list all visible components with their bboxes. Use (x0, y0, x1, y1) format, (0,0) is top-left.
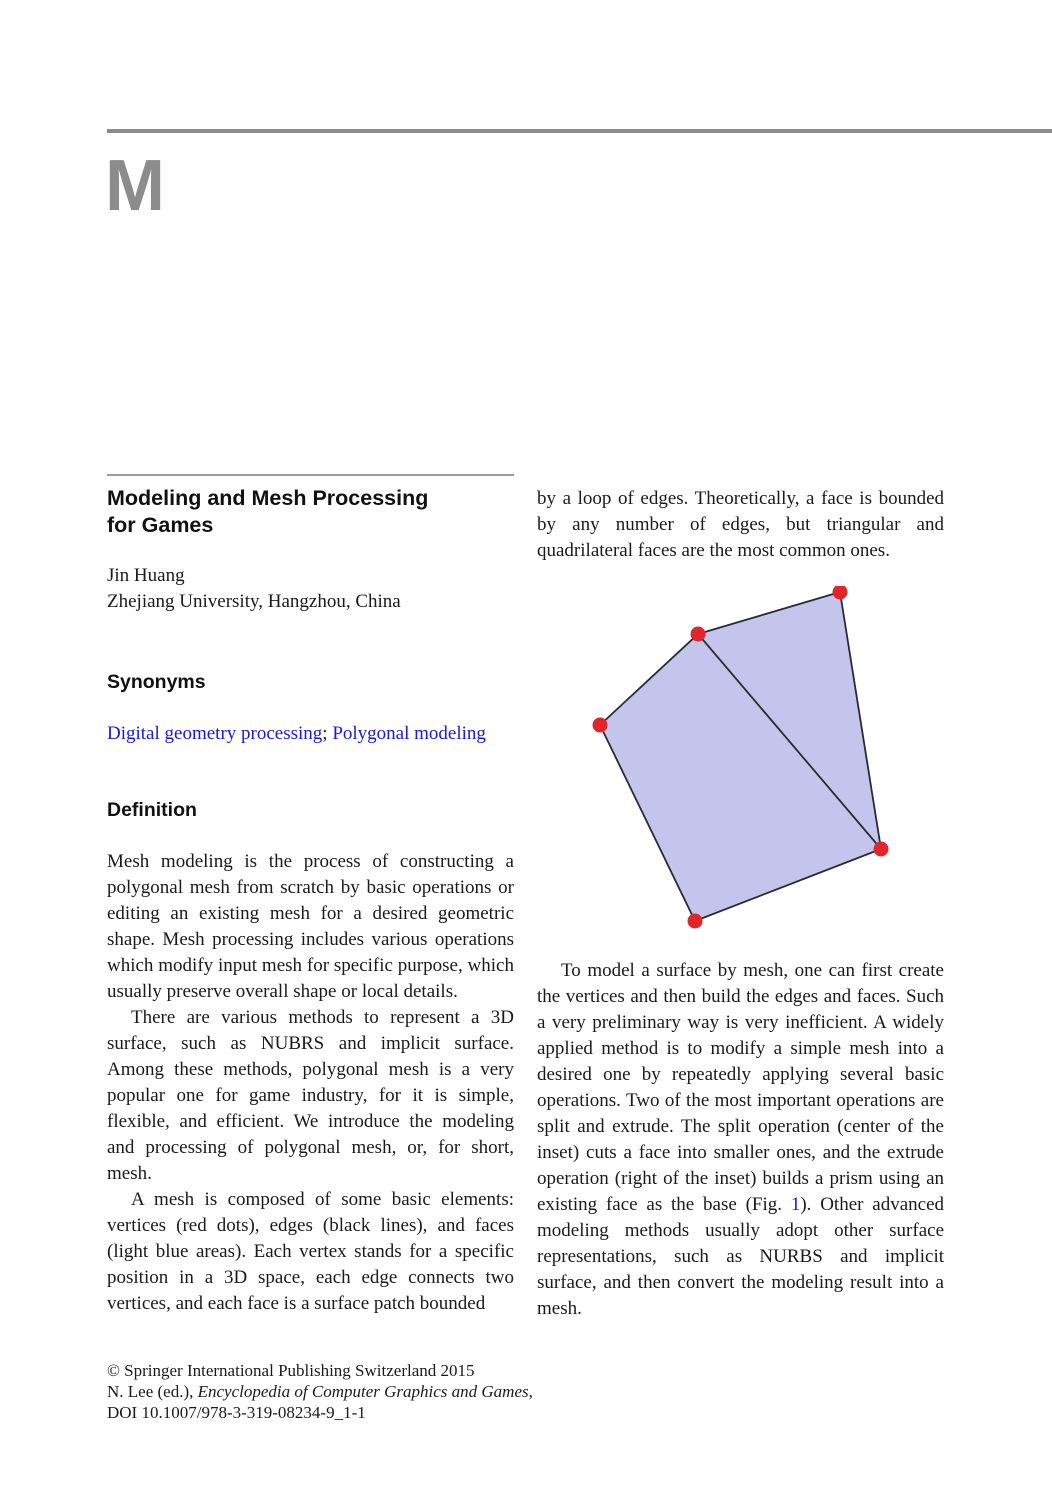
citation-prefix: N. Lee (ed.), (107, 1382, 198, 1401)
synonyms-list (107, 721, 514, 747)
mesh-vertex (593, 718, 608, 733)
right-column (537, 486, 944, 1322)
citation-suffix: , (528, 1382, 533, 1401)
definition-paragraph-2: There are various methods to represent a 3D surface, such as NUBRS and implicit surface. Among these methods, polygonal mesh is a very popular one for game industry, for it is simple, flexible, and efficient. We introduce the modeling and processing of polygonal mesh, or, for short, mesh. (107, 1007, 514, 1184)
copyright-line: © Springer International Publishing Switzerland 2015 (107, 1361, 475, 1380)
section-letter: M (105, 146, 164, 226)
article-title (107, 485, 514, 539)
continued-paragraph: by a loop of edges. Theoretically, a face is bounded by any number of edges, but triangular and quadrilateral faces are the most common ones. (537, 488, 944, 561)
doi-line: DOI 10.1007/978-3-319-08234-9_1-1 (107, 1403, 366, 1422)
synonyms-heading: Synonyms (107, 671, 206, 693)
modeling-paragraph (537, 958, 944, 1322)
citation-book-title: Encyclopedia of Computer Graphics and Games (197, 1382, 529, 1401)
article-title-line2: for Games (107, 513, 214, 537)
definition-heading: Definition (107, 799, 197, 821)
author-name: Jin Huang (107, 565, 185, 586)
mesh-faces (600, 592, 881, 921)
synonym-separator: ; (322, 723, 328, 744)
definition-paragraph-1: Mesh modeling is the process of constructing a polygonal mesh from scratch by basic operations or editing an existing mesh for a desired geometric shape. Mesh processing includes various operations which modify input mesh for specific purpose, which usually preserve overall shape or local details. (107, 851, 514, 1002)
title-rule (107, 474, 514, 476)
synonym-link-polygonal-modeling[interactable]: Polygonal modeling (332, 723, 486, 744)
synonym-link-digital-geometry[interactable]: Digital geometry processing (107, 723, 323, 744)
citation-line (107, 1381, 627, 1402)
header-rule (107, 129, 1052, 133)
definition-paragraph-3: A mesh is composed of some basic elements: vertices (red dots), edges (black lines), and faces (light blue areas). Each vertex stands for a specific position in a 3D space, each edge connects two vertices, and each face is a surface patch bounded (107, 1189, 514, 1314)
mesh-figure (537, 586, 944, 938)
modeling-text-after-ref: ). Other advanced modeling methods usually adopt other surface representations, such as NURBS and implicit surface, and then convert the modeling result into a mesh. (537, 1194, 944, 1319)
footer-citation (107, 1360, 627, 1423)
article-title-line1: Modeling and Mesh Processing (107, 486, 429, 510)
author-affiliation: Zhejiang University, Hangzhou, China (107, 591, 401, 612)
mesh-vertex (874, 842, 889, 857)
left-column (107, 474, 514, 1317)
mesh-vertex (691, 627, 706, 642)
author-block (107, 563, 514, 615)
mesh-vertex (688, 914, 703, 929)
figure-1-reference-link[interactable]: 1 (790, 1194, 801, 1215)
modeling-text-before-ref: To model a surface by mesh, one can first create the vertices and then build the edges and faces. Such a very preliminary way is very inefficient. A widely applied method is to modify a simple mesh into a desired one by repeatedly applying several basic operations. Two of the most important operations are split and extrude. The split operation (center of the inset) cuts a face into smaller ones, and the extrude operation (right of the inset) builds a prism using an existing face as the base (Fig. (537, 960, 944, 1215)
